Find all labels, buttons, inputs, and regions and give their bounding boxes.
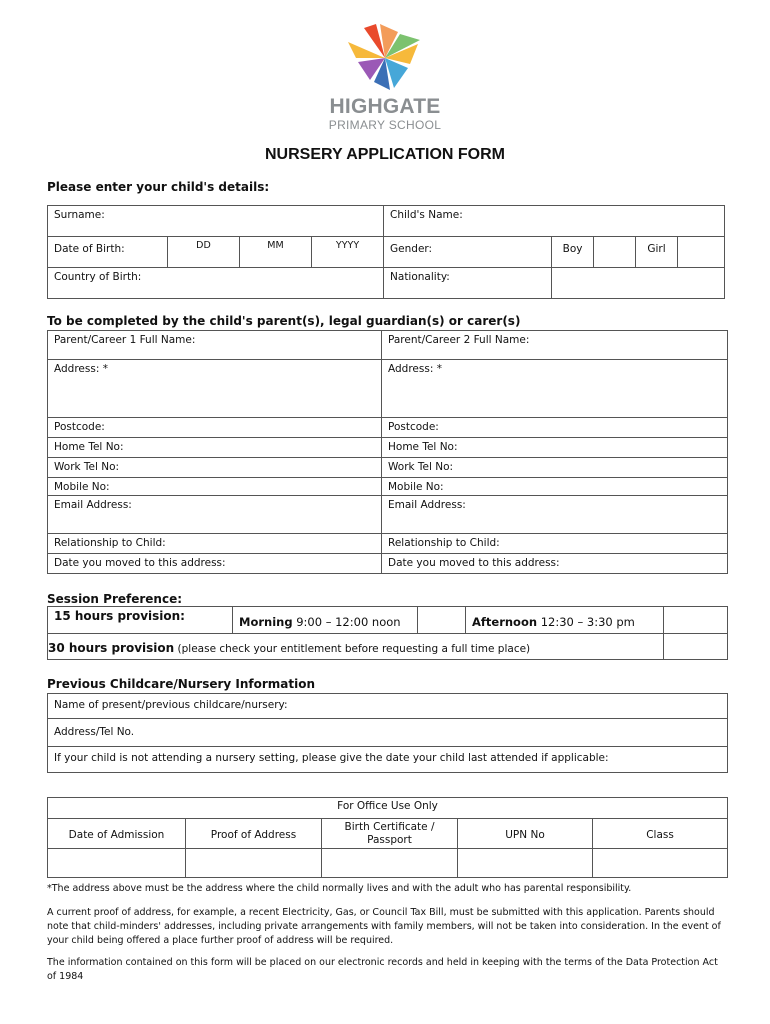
dob-mm-field[interactable]: [240, 237, 312, 268]
parent2-mobile-field[interactable]: [382, 478, 728, 496]
parent1-postcode-field[interactable]: [48, 418, 382, 438]
parent2-mobile-label: Mobile No:: [388, 481, 444, 493]
parent1-email-field[interactable]: [48, 496, 382, 534]
parent1-date-moved-field[interactable]: [48, 554, 382, 574]
office-upn-field[interactable]: [458, 849, 593, 878]
morning-label: Morning: [239, 614, 293, 629]
parent1-home-tel-field[interactable]: [48, 438, 382, 458]
parent2-email-field[interactable]: [382, 496, 728, 534]
office-col-birth-certificate: Birth Certificate / Passport: [322, 819, 458, 849]
office-use-heading: For Office Use Only: [48, 798, 728, 819]
childs-name-label: Child's Name:: [390, 209, 463, 221]
morning-checkbox[interactable]: [418, 607, 466, 634]
country-of-birth-label: Country of Birth:: [54, 271, 142, 283]
morning-session: [233, 607, 418, 634]
proof-of-address-note: A current proof of address, for example, a recent Electricity, Gas, or Council Tax Bill, must be submitted with this application. Parents should note that child-minders' addresses, including private arrangements with family members, will not be taken into consideration. In the event of your child being offered a place further proof of address will be required.: [47, 907, 721, 946]
parent1-name-label: Parent/Career 1 Full Name:: [54, 334, 196, 346]
dob-dd-field[interactable]: [168, 237, 240, 268]
parent2-address-field[interactable]: [382, 360, 728, 418]
school-logo-icon: [340, 22, 430, 94]
parent2-home-tel-label: Home Tel No:: [388, 441, 458, 453]
surname-field[interactable]: [48, 206, 384, 237]
session-table: [47, 606, 728, 660]
parent1-mobile-field[interactable]: [48, 478, 382, 496]
country-of-birth-field[interactable]: [48, 268, 384, 299]
surname-label: Surname:: [54, 209, 105, 221]
parent1-mobile-label: Mobile No:: [54, 481, 110, 493]
parent2-date-moved-field[interactable]: [382, 554, 728, 574]
office-date-admission-field[interactable]: [48, 849, 186, 878]
gender-boy-checkbox[interactable]: [594, 237, 636, 268]
parent1-postcode-label: Postcode:: [54, 421, 105, 433]
parent1-relationship-field[interactable]: [48, 534, 382, 554]
parent-details-table: [47, 330, 728, 574]
previous-nursery-name-field[interactable]: [48, 694, 728, 719]
form-title: NURSERY APPLICATION FORM: [264, 146, 505, 163]
last-attended-label: If your child is not attending a nursery setting, please give the date your child last attended if applicable:: [54, 752, 609, 764]
parent2-postcode-field[interactable]: [382, 418, 728, 438]
previous-nursery-name-label: Name of present/previous childcare/nursery:: [54, 699, 288, 711]
dob-yyyy-label: YYYY: [335, 240, 360, 251]
parent2-postcode-label: Postcode:: [388, 421, 439, 433]
parent2-date-moved-label: Date you moved to this address:: [388, 557, 560, 569]
parent-details-heading: To be completed by the child's parent(s), legal guardian(s) or carer(s): [47, 314, 521, 328]
last-attended-field[interactable]: [48, 747, 728, 773]
office-birth-certificate-field[interactable]: [322, 849, 458, 878]
parent2-work-tel-field[interactable]: [382, 458, 728, 478]
parent1-relationship-label: Relationship to Child:: [54, 537, 166, 549]
hours30-checkbox[interactable]: [664, 634, 728, 660]
parent1-address-field[interactable]: [48, 360, 382, 418]
previous-childcare-table: [47, 693, 728, 773]
gender-girl-label: Girl: [636, 237, 678, 268]
afternoon-time: 12:30 – 3:30 pm: [540, 614, 635, 629]
afternoon-session: [466, 607, 664, 634]
session-preference-heading: Session Preference:: [47, 592, 183, 606]
nationality-label: Nationality:: [384, 268, 552, 299]
parent2-name-label: Parent/Career 2 Full Name:: [388, 334, 530, 346]
gender-boy-label: Boy: [552, 237, 594, 268]
afternoon-checkbox[interactable]: [664, 607, 728, 634]
dob-label: Date of Birth:: [48, 237, 168, 268]
dob-yyyy-field[interactable]: [312, 237, 384, 268]
school-subtitle: PRIMARY SCHOOL: [328, 118, 442, 132]
data-protection-note: The information contained on this form will be placed on our electronic records and held in keeping with the terms of the Data Protection Act of 1984: [47, 957, 718, 982]
dob-dd-label: DD: [196, 240, 211, 251]
hours30-label: 30 hours provision: [48, 641, 175, 655]
nationality-field[interactable]: [552, 268, 725, 299]
office-col-date-admission: Date of Admission: [48, 819, 186, 849]
office-use-table: [47, 797, 728, 878]
hours30-note: (please check your entitlement before requesting a full time place): [177, 643, 531, 655]
gender-label: Gender:: [384, 237, 552, 268]
parent1-home-tel-label: Home Tel No:: [54, 441, 124, 453]
previous-nursery-address-field[interactable]: [48, 719, 728, 747]
office-col-class: Class: [593, 819, 728, 849]
office-class-field[interactable]: [593, 849, 728, 878]
office-proof-address-field[interactable]: [186, 849, 322, 878]
morning-time: 9:00 – 12:00 noon: [296, 614, 401, 629]
school-name: HIGHGATE: [329, 95, 441, 118]
parent2-work-tel-label: Work Tel No:: [388, 461, 454, 473]
parent2-home-tel-field[interactable]: [382, 438, 728, 458]
parent2-relationship-field[interactable]: [382, 534, 728, 554]
child-details-table: [47, 205, 725, 299]
parent2-address-label: Address: *: [388, 363, 442, 375]
hours30-cell: [48, 634, 664, 660]
parent1-date-moved-label: Date you moved to this address:: [54, 557, 226, 569]
parent1-address-label: Address: *: [54, 363, 108, 375]
gender-girl-checkbox[interactable]: [678, 237, 725, 268]
parent2-name-field[interactable]: [382, 331, 728, 360]
address-note: *The address above must be the address where the child normally lives and with the adult who has parental responsibility.: [47, 883, 632, 894]
parent1-work-tel-label: Work Tel No:: [54, 461, 120, 473]
parent2-relationship-label: Relationship to Child:: [388, 537, 500, 549]
previous-nursery-address-label: Address/Tel No.: [54, 726, 135, 738]
parent2-email-label: Email Address:: [388, 499, 466, 511]
parent1-email-label: Email Address:: [54, 499, 132, 511]
parent1-name-field[interactable]: [48, 331, 382, 360]
child-details-heading: Please enter your child's details:: [47, 180, 270, 194]
previous-childcare-heading: Previous Childcare/Nursery Information: [47, 677, 316, 691]
parent1-work-tel-field[interactable]: [48, 458, 382, 478]
office-col-proof-address: Proof of Address: [186, 819, 322, 849]
afternoon-label: Afternoon: [472, 614, 538, 629]
childs-name-field[interactable]: [384, 206, 725, 237]
hours15-label: 15 hours provision:: [48, 607, 233, 634]
office-col-upn: UPN No: [458, 819, 593, 849]
dob-mm-label: MM: [267, 240, 284, 251]
